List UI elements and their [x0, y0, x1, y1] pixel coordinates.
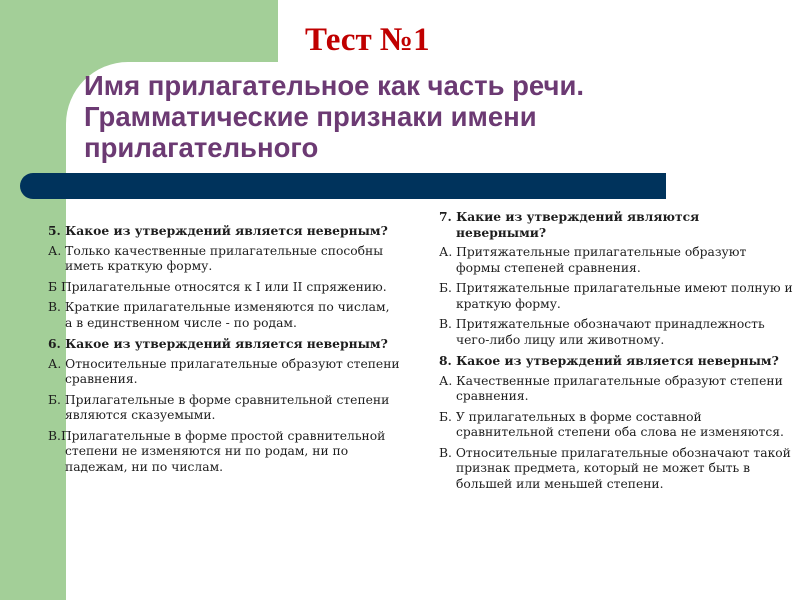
page-title: Тест №1	[305, 22, 430, 58]
left-question-column	[48, 223, 400, 480]
right-question-column	[439, 209, 793, 497]
question-7-option-a: А. Притяжательные прилагательные образуют формы степеней сравнения.	[439, 245, 747, 275]
question-7: 7. Какие из утверждений являются неверными?	[439, 209, 700, 240]
question-8: 8. Какое из утверждений является неверным?	[439, 353, 779, 368]
question-8-option-a: А. Качественные прилагательные образуют степени сравнения.	[439, 373, 783, 403]
question-6-option-c: В.Прилагательные в форме простой сравнительной степени не изменяются ни по родам, ни по падежам, ни по числам.	[48, 428, 386, 474]
question-6-option-b: Б. Прилагательные в форме сравнительной степени являются сказуемыми.	[48, 392, 390, 422]
question-5-option-b: Б Прилагательные относятся к I или II спряжению.	[48, 279, 387, 294]
question-6-option-a: А. Относительные прилагательные образуют степени сравнения.	[48, 356, 400, 386]
slide-subtitle: Имя прилагательное как часть речи. Грамматические признаки имени прилагательного	[84, 70, 585, 163]
question-8-option-b: Б. У прилагательных в форме составной сравнительной степени оба слова не изменяются.	[439, 409, 784, 439]
divider-bar	[20, 173, 666, 199]
question-6: 6. Какое из утверждений является неверным?	[48, 336, 388, 351]
question-5-option-c: В. Краткие прилагательные изменяются по числам, а в единственном числе - по родам.	[48, 300, 390, 330]
question-5-option-a: А. Только качественные прилагательные способны иметь краткую форму.	[48, 243, 384, 273]
question-5: 5. Какое из утверждений является неверным?	[48, 223, 388, 238]
question-8-option-c: В. Относительные прилагательные обозначают такой признак предмета, который не может быть в большей или меньшей степени.	[439, 445, 791, 491]
question-7-option-c: В. Притяжательные обозначают принадлежность чего-либо лицу или животному.	[439, 317, 765, 347]
question-7-option-b: Б. Притяжательные прилагательные имеют полную и краткую форму.	[439, 281, 793, 311]
